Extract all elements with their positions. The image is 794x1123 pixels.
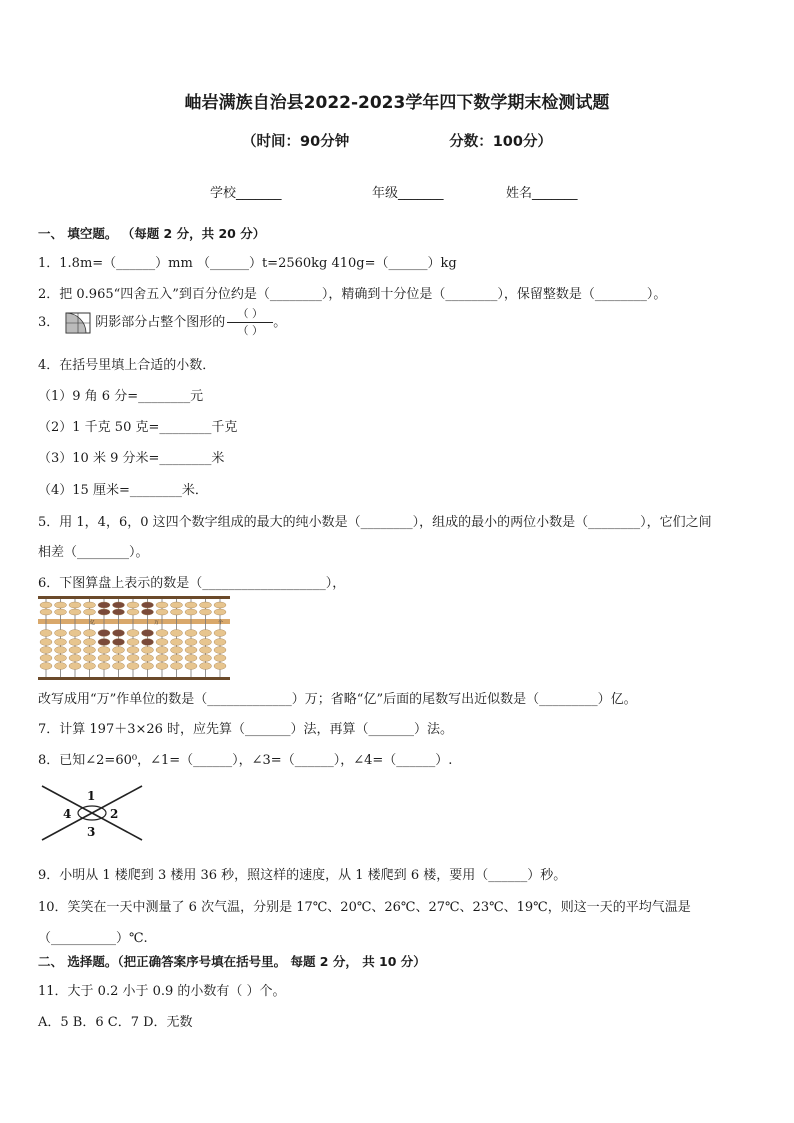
- fraction-blank[interactable]: [227, 308, 273, 337]
- abacus-bead: [214, 663, 226, 670]
- abacus-bead: [84, 647, 96, 654]
- abacus-bead: [55, 602, 67, 608]
- abacus-bead: [113, 663, 125, 670]
- abacus-bead: [69, 655, 81, 662]
- abacus-bead: [171, 663, 183, 670]
- abacus-bead: [171, 639, 183, 646]
- abacus-bead: [98, 602, 110, 608]
- abacus-bead: [69, 663, 81, 670]
- abacus-bead: [171, 647, 183, 654]
- abacus-bead: [113, 647, 125, 654]
- question-11-options: A．5 B．6 C．7 D．无数: [38, 1015, 193, 1030]
- question-2: 2．把 0.965“四舍五入”到百分位约是（________），精确到十分位是（________），保留整数是（________）。: [38, 287, 667, 302]
- angle-label-4: 4: [63, 807, 72, 821]
- abacus-bead: [98, 609, 110, 615]
- exam-time: （时间：90分钟: [242, 134, 350, 150]
- abacus-bead: [142, 609, 154, 615]
- abacus-label-yi: 亿: [90, 620, 96, 626]
- abacus-bead: [55, 655, 67, 662]
- abacus-bead: [171, 602, 183, 608]
- abacus-bead: [142, 663, 154, 670]
- abacus-bead: [156, 639, 168, 646]
- abacus-bead: [200, 663, 212, 670]
- abacus-bead: [200, 655, 212, 662]
- abacus-figure: [38, 596, 230, 680]
- question-4-2: （2）1 千克 50 克=________千克: [38, 420, 238, 435]
- abacus-bead: [171, 630, 183, 637]
- question-5b: 相差（________）。: [38, 545, 149, 560]
- abacus-bead: [40, 655, 52, 662]
- abacus-label-ge: 个: [218, 620, 224, 626]
- abacus-bead: [156, 630, 168, 637]
- abacus-bead: [185, 609, 197, 615]
- abacus-bead: [69, 609, 81, 615]
- question-8: 8．已知∠2=60⁰，∠1=（______），∠3=（______），∠4=（______）.: [38, 753, 453, 768]
- abacus-bead: [40, 602, 52, 608]
- abacus-bead: [55, 647, 67, 654]
- abacus-bead: [200, 602, 212, 608]
- abacus-bead: [98, 639, 110, 646]
- abacus-bead: [200, 647, 212, 654]
- abacus-bead: [142, 655, 154, 662]
- abacus-bead: [185, 639, 197, 646]
- question-6b: 改写成用“万”作单位的数是（_____________）万；省略“亿”后面的尾数写出近似数是（_________）亿。: [38, 692, 637, 707]
- abacus-bead: [127, 647, 139, 654]
- abacus-bead: [185, 647, 197, 654]
- abacus-bead: [98, 630, 110, 637]
- abacus-bead: [185, 655, 197, 662]
- abacus-bead: [69, 630, 81, 637]
- abacus-bead: [113, 630, 125, 637]
- abacus-bead: [84, 663, 96, 670]
- intersecting-lines-figure: [38, 782, 148, 842]
- abacus-bead: [127, 663, 139, 670]
- abacus-bead: [156, 609, 168, 615]
- question-4: 4．在括号里填上合适的小数．: [38, 358, 216, 373]
- section-fill-blank: 一、 填空题。 （每题 2 分，共 20 分）: [38, 226, 266, 241]
- abacus-bead: [55, 663, 67, 670]
- abacus-bead: [127, 655, 139, 662]
- abacus-bead: [127, 609, 139, 615]
- abacus-bead: [40, 647, 52, 654]
- abacus-bead: [40, 630, 52, 637]
- angle-label-2: 2: [110, 807, 119, 821]
- question-5a: 5．用 1，4，6，0 这四个数字组成的最大的纯小数是（________），组成的最小的两位小数是（________），它们之间: [38, 515, 712, 530]
- abacus-bead: [127, 639, 139, 646]
- abacus-bead: [214, 609, 226, 615]
- abacus-bead: [113, 655, 125, 662]
- abacus-bead: [84, 639, 96, 646]
- abacus-bead: [127, 630, 139, 637]
- abacus-bead: [214, 655, 226, 662]
- exam-meta: [0, 130, 794, 151]
- name-field[interactable]: 姓名_______: [506, 186, 578, 201]
- abacus-bead: [142, 639, 154, 646]
- abacus-bead: [142, 602, 154, 608]
- section-multiple-choice: 二、 选择题。（把正确答案序号填在括号里。 每题 2 分， 共 10 分）: [38, 954, 426, 969]
- abacus-bead: [156, 647, 168, 654]
- abacus-bead: [171, 609, 183, 615]
- question-3-text: 阴影部分占整个图形的: [95, 315, 226, 330]
- abacus-bead: [113, 639, 125, 646]
- abacus-bead: [156, 663, 168, 670]
- abacus-bead: [84, 655, 96, 662]
- question-3-number: 3．: [38, 315, 60, 330]
- question-10b: （__________）℃.: [38, 931, 148, 946]
- question-4-3: （3）10 米 9 分米=________米: [38, 451, 225, 466]
- abacus-bead: [113, 609, 125, 615]
- question-9: 9．小明从 1 楼爬到 3 楼用 36 秒，照这样的速度，从 1 楼爬到 6 楼，要用（______）秒。: [38, 868, 567, 883]
- abacus-bead: [98, 647, 110, 654]
- question-3-end: 。: [273, 315, 287, 330]
- abacus-bead: [214, 630, 226, 637]
- abacus-bead: [69, 639, 81, 646]
- abacus-bead: [185, 630, 197, 637]
- quarter-circle-figure: [65, 312, 91, 334]
- abacus-bead: [214, 639, 226, 646]
- question-6: 6．下图算盘上表示的数是（___________________），: [38, 576, 346, 591]
- abacus-bead: [127, 602, 139, 608]
- abacus-bead: [40, 609, 52, 615]
- fraction-numerator: （ ）: [237, 307, 264, 320]
- abacus-bead: [156, 655, 168, 662]
- question-11: 11．大于 0.2 小于 0.9 的小数有（ ）个。: [38, 984, 286, 999]
- abacus-bead: [113, 602, 125, 608]
- abacus-bead: [40, 663, 52, 670]
- question-4-4: （4）15 厘米=________米．: [38, 483, 208, 498]
- abacus-bead: [98, 663, 110, 670]
- question-4-1: （1）9 角 6 分=________元: [38, 389, 204, 404]
- exam-score: 分数：100分）: [449, 134, 552, 150]
- abacus-bead: [142, 630, 154, 637]
- question-3: [38, 308, 286, 337]
- abacus-bead: [156, 602, 168, 608]
- school-field[interactable]: 学校_______: [210, 186, 282, 201]
- abacus-bead: [200, 639, 212, 646]
- angle-label-3: 3: [87, 825, 96, 839]
- abacus-bead: [84, 609, 96, 615]
- abacus-label-wan: 万: [154, 620, 160, 626]
- abacus-bead: [214, 602, 226, 608]
- abacus-bead: [200, 609, 212, 615]
- abacus-bead: [98, 655, 110, 662]
- abacus-bead: [84, 630, 96, 637]
- fraction-denominator: （ ）: [237, 324, 264, 337]
- abacus-bead: [55, 630, 67, 637]
- abacus-bead: [214, 647, 226, 654]
- abacus-bead: [40, 639, 52, 646]
- abacus-bead: [142, 647, 154, 654]
- abacus-bead: [185, 602, 197, 608]
- abacus-bead: [185, 663, 197, 670]
- abacus-bead: [200, 630, 212, 637]
- abacus-bead: [69, 647, 81, 654]
- angle-label-1: 1: [87, 789, 96, 803]
- question-10a: 10．笑笑在一天中测量了 6 次气温，分别是 17℃、20℃、26℃、27℃、23℃、19℃，则这一天的平均气温是: [38, 900, 691, 915]
- page-title: 岫岩满族自治县2022-2023学年四下数学期末检测试题: [184, 93, 610, 113]
- abacus-bead: [55, 609, 67, 615]
- abacus-bead: [55, 639, 67, 646]
- abacus-bead: [171, 655, 183, 662]
- abacus-bead: [69, 602, 81, 608]
- question-7: 7．计算 197＋3×26 时，应先算（_______）法，再算（_______）法。: [38, 722, 454, 737]
- grade-field[interactable]: 年级_______: [372, 186, 444, 201]
- abacus-bead: [84, 602, 96, 608]
- question-1: 1．1.8m=（______）mm （______）t=2560kg 410g=（______）kg: [38, 256, 457, 271]
